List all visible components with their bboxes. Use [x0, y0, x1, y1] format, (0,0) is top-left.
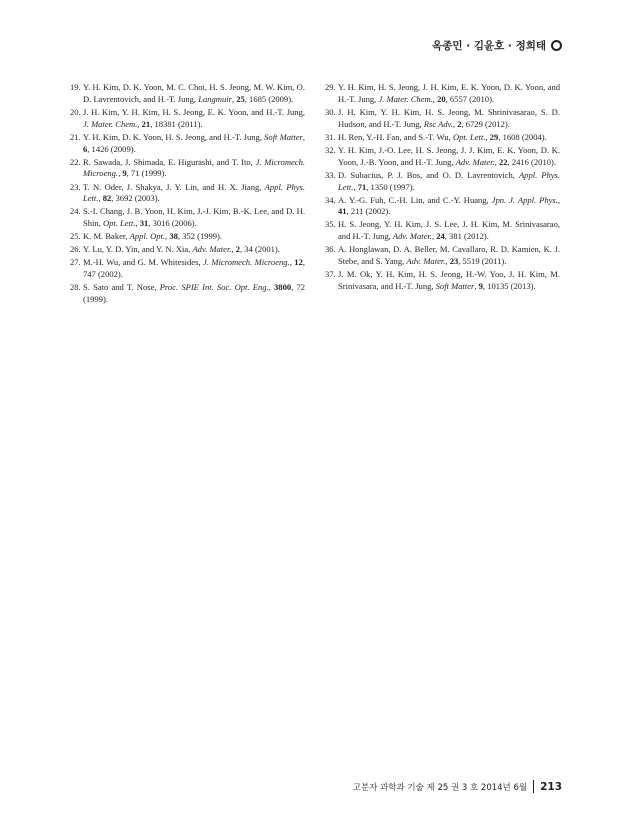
volume-number: 9 [122, 168, 127, 179]
volume-number: 2 [235, 244, 241, 255]
reference-item [70, 244, 305, 256]
reference-segment: , [557, 194, 560, 205]
reference-number: 33. [325, 169, 336, 180]
reference-segment: , 211 (2002). [346, 206, 391, 217]
reference-text [338, 132, 560, 144]
reference-number: 29. [325, 82, 336, 92]
volume-number: 20 [437, 93, 446, 104]
volume-number: 22 [499, 156, 508, 167]
reference-segment: , [137, 118, 142, 129]
reference-number: 32. [325, 144, 336, 155]
reference-item [70, 132, 305, 156]
reference-number: 27. [70, 257, 81, 268]
reference-segment: , [474, 281, 479, 291]
reference-segment: , [353, 181, 358, 192]
reference-text [83, 82, 305, 106]
reference-text [83, 231, 305, 243]
reference-segment: Y. H. Kim, D. K. Yoon, H. S. Jeong, and H.-T. Jung, [83, 131, 265, 142]
reference-text [338, 82, 560, 106]
reference-segment: , [268, 282, 275, 293]
reference-segment: , 3692 (2003). [111, 193, 160, 204]
volume-number: 82 [102, 193, 112, 204]
reference-text [338, 195, 560, 219]
reference-segment: H. Ren, Y.-H. Fan, and S.-T. Wu, [338, 131, 453, 142]
reference-segment: A. Y.-G. Fuh, C.-H. Lin, and C.-Y. Huang, [338, 194, 492, 205]
journal-name: Appl. Opt. [129, 231, 166, 242]
reference-number: 24. [70, 206, 81, 217]
volume-number: 3800 [274, 282, 292, 293]
reference-text [83, 257, 305, 281]
journal-name: Adv. Mater. [192, 244, 232, 255]
volume-number: 41 [338, 206, 347, 217]
journal-name: Appl. Phys. Lett. [83, 181, 305, 204]
references-column-right [325, 82, 560, 307]
reference-text [83, 107, 305, 131]
reference-segment: , [289, 257, 295, 268]
reference-item [325, 195, 560, 219]
reference-segment: , 3016 (2006). [148, 218, 197, 229]
reference-segment: , [431, 231, 437, 242]
journal-name: J. Mater. Chem. [83, 118, 138, 129]
page-footer [353, 780, 562, 793]
reference-segment: J. H. Kim, Y. H. Kim, H. S. Jeong, M. Shrinivasarao, S. D. Hudson, and H.-T. Jung, [338, 106, 560, 129]
volume-number: 2 [457, 118, 462, 129]
journal-name: Soft Matter [435, 281, 475, 291]
reference-segment: , 1350 (1997). [366, 181, 415, 192]
reference-number: 19. [70, 82, 81, 92]
reference-segment: Y. H. Kim, J.-O. Lee, H. S. Jeong, J. J. Kim, E. K. Yoon, D. K. Yoon, J.-B. Yoon, and H.-T. Jung, [338, 144, 560, 167]
reference-segment: , 2416 (2010). [507, 156, 556, 167]
reference-item [325, 219, 560, 243]
reference-text [338, 244, 560, 268]
reference-text [338, 219, 560, 243]
reference-segment: , 18381 (2011). [150, 118, 203, 129]
reference-number: 35. [325, 219, 336, 230]
reference-segment: Y. H. Kim, H. S. Jeong, J. H. Kim, E. K. Yoon, D. K. Yoon, and H.-T. Jung, [338, 82, 560, 104]
journal-name: Adv. Mater. [392, 231, 432, 242]
reference-segment: , 5519 (2011). [458, 256, 507, 267]
reference-segment: , 1426 (2009). [87, 143, 136, 154]
journal-name: Soft Matter [264, 131, 303, 142]
reference-text [338, 269, 560, 293]
reference-number: 25. [70, 231, 81, 242]
reference-text [83, 206, 305, 230]
reference-segment: , [135, 218, 140, 229]
footer-divider [533, 780, 534, 793]
reference-text [338, 145, 560, 169]
reference-segment: S.-I. Chang, J. B. Yoon, H. Kim, J.-J. Kim, B.-K. Lee, and D. H. Shin, [83, 206, 305, 229]
reference-segment: T. N. Oder, J. Shakya, J. Y. Lin, and H. X. Jiang, [83, 181, 265, 192]
reference-segment: , 1685 (2009). [244, 93, 294, 104]
reference-segment: , 352 (1999). [177, 231, 223, 242]
journal-name: J. Mater. Chem. [378, 93, 433, 104]
reference-text [338, 170, 560, 194]
reference-number: 22. [70, 156, 81, 167]
reference-item [70, 182, 305, 206]
reference-number: 21. [70, 131, 81, 142]
reference-segment: , 34 (2001). [240, 244, 280, 255]
journal-name: Proc. SPIE Int. Soc. Opt. Eng. [159, 282, 269, 293]
journal-name: Appl. Phys. Lett. [338, 169, 560, 192]
reference-segment: , 6557 (2010). [445, 93, 495, 104]
references-section [70, 82, 560, 307]
circle-bullet-icon [551, 40, 562, 51]
reference-segment: , 72 (1999). [83, 282, 305, 305]
reference-item [70, 231, 305, 243]
volume-number: 38 [169, 231, 178, 242]
reference-segment: H. S. Jeong, Y. H. Kim, J. S. Lee, J. H. Kim, M. Srinivasarao, and H.-T. Jung, [338, 219, 560, 242]
reference-text [83, 244, 305, 256]
reference-segment: K. M. Baker, [83, 231, 130, 242]
reference-segment: J. H. Kim, Y. H. Kim, H. S. Jeong, E. K. Yoon, and H.-T. Jung, [83, 106, 305, 117]
reference-segment: , [165, 231, 170, 242]
reference-segment: A. Honglawan, D. A. Beller, M. Cavallaro, R. D. Kamien, K. J. Stebe, and S. Yang, [338, 244, 560, 267]
journal-name: Langmuir [198, 93, 232, 104]
reference-segment: , [432, 93, 438, 104]
reference-item [325, 145, 560, 169]
reference-item [325, 244, 560, 268]
page-number: 213 [540, 780, 562, 793]
reference-item [325, 107, 560, 131]
reference-number: 30. [325, 106, 336, 117]
reference-item [70, 282, 305, 306]
reference-segment: , [302, 131, 306, 142]
volume-number: 29 [489, 131, 499, 142]
reference-segment: , [445, 256, 450, 267]
reference-segment: Y. Lu, Y. D. Yin, and Y. N. Xia, [83, 244, 193, 255]
volume-number: 71 [357, 181, 367, 192]
volume-number: 9 [478, 281, 483, 291]
reference-text [83, 182, 305, 206]
reference-segment: , [231, 244, 236, 255]
reference-item [325, 82, 560, 106]
reference-segment: , [118, 168, 123, 179]
reference-number: 23. [70, 181, 81, 192]
reference-segment: , 10135 (2013). [482, 281, 536, 291]
volume-number: 21 [141, 118, 151, 129]
volume-number: 31 [139, 218, 149, 229]
reference-number: 34. [325, 194, 336, 205]
journal-name: Jpn. J. Appl. Phys. [491, 194, 558, 205]
reference-segment: R. Sawada, J. Shimada, E. Higurashi, and T. Ito, [83, 156, 256, 167]
reference-segment: , [231, 93, 237, 104]
reference-text [83, 132, 305, 156]
reference-text [83, 282, 305, 306]
reference-segment: D. Subacius, P. J. Bos, and O. D. Lavrentovich, [338, 169, 519, 180]
reference-item [325, 269, 560, 293]
reference-number: 37. [325, 269, 336, 280]
journal-name: J. Micromech. Microeng. [203, 257, 290, 268]
reference-segment: , 381 (2012). [444, 231, 489, 242]
reference-segment: , 6729 (2012). [461, 118, 510, 129]
volume-number: 12 [294, 257, 303, 268]
reference-item [70, 82, 305, 106]
volume-number: 25 [236, 93, 245, 104]
volume-number: 6 [83, 143, 88, 154]
references-column-left [70, 82, 305, 307]
volume-number: 23 [449, 256, 459, 267]
reference-segment: , [485, 131, 490, 142]
journal-name: Opt. Lett. [102, 218, 136, 229]
volume-number: 24 [436, 231, 445, 242]
reference-text [338, 107, 560, 131]
reference-item [70, 157, 305, 181]
reference-item [325, 170, 560, 194]
reference-number: 26. [70, 244, 81, 255]
reference-number: 28. [70, 282, 81, 293]
reference-segment: , 747 (2002). [83, 257, 305, 280]
reference-segment: Y. H. Kim, D. K. Yoon, M. C. Choi, H. S. Jeong, M. W. Kim, O. D. Lavrentovich, and H.-T. Jung, [83, 82, 305, 104]
footer-journal-info: 고분자 과학과 기술 제 25 권 3 호 2014년 6월 [352, 782, 528, 793]
reference-item [70, 257, 305, 281]
journal-name: Rsc Adv. [423, 118, 453, 129]
reference-segment: , [98, 193, 103, 204]
reference-number: 31. [325, 131, 336, 142]
journal-name: Adv. Mater. [455, 156, 495, 167]
running-header [432, 38, 562, 53]
reference-item [325, 132, 560, 144]
reference-segment: , 1608 (2004). [498, 131, 547, 142]
reference-segment: M.-H. Wu, and G. M. Whitesides, [83, 257, 204, 268]
reference-segment: S. Sato and T. Nose, [83, 282, 160, 293]
reference-item [70, 107, 305, 131]
journal-name: Opt. Lett. [452, 131, 486, 142]
header-authors: 옥종민 · 김윤호 · 정희태 [432, 40, 546, 52]
reference-segment: , [452, 118, 458, 129]
reference-segment: J. M. Ok, Y. H. Kim, H. S. Jeong, H.-W. Yoo, J. H. Kim, M. Srinivasara, and H.-T. Jung, [338, 269, 560, 291]
reference-number: 20. [70, 106, 81, 117]
reference-text [83, 157, 305, 181]
reference-segment: , 71 (1999). [126, 168, 167, 179]
journal-name: J. Micromech. Microeng. [83, 156, 305, 179]
journal-name: Adv. Mater. [406, 256, 446, 267]
reference-number: 36. [325, 244, 336, 255]
reference-segment: , [494, 156, 499, 167]
reference-item [70, 206, 305, 230]
